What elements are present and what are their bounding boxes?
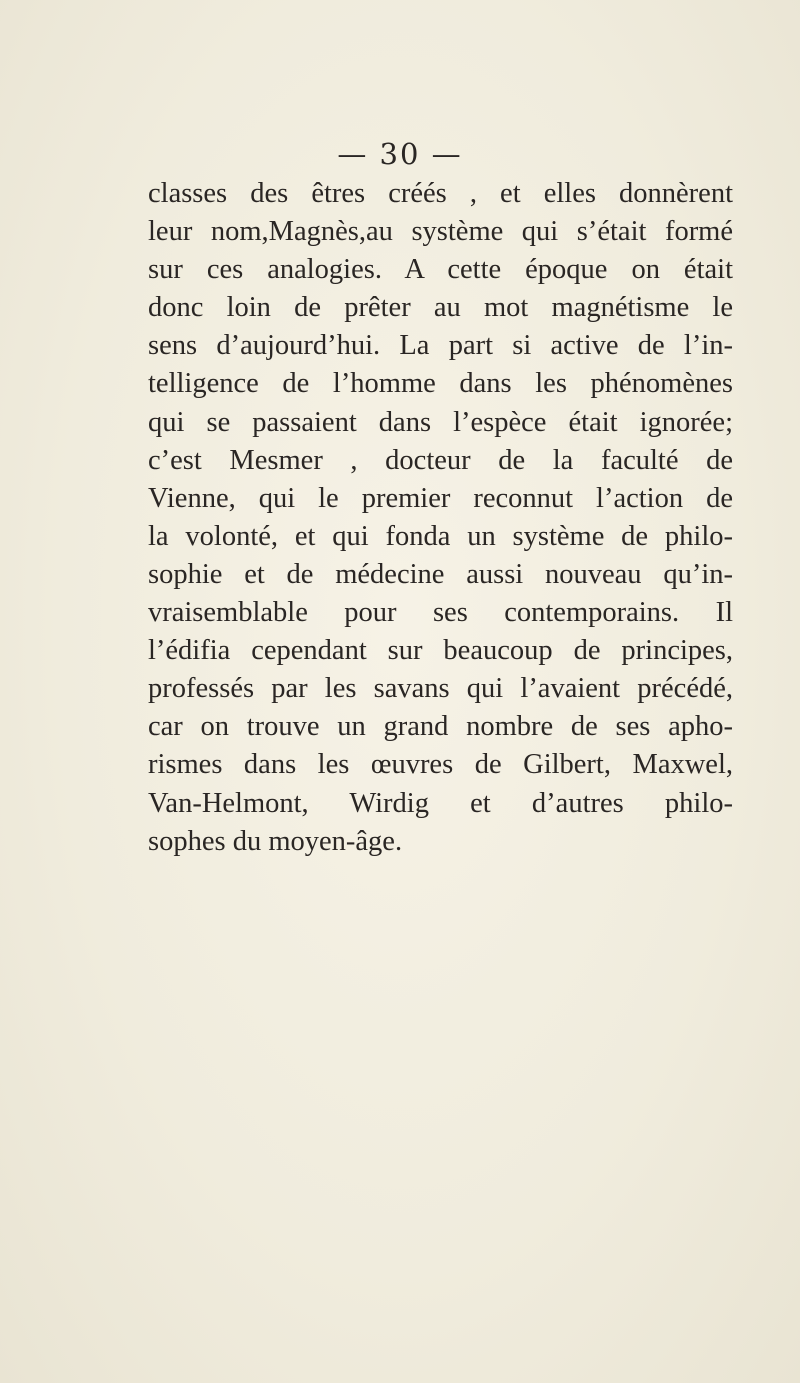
text-line: telligence de l’homme dans les phénomènes <box>148 368 733 400</box>
text-line: sur ces analogies. A cette époque on était <box>148 254 733 286</box>
text-line: vraisemblable pour ses contemporains. Il <box>148 597 733 629</box>
text-line-last: sophes du moyen-âge. <box>148 825 403 857</box>
page-number: — 30 — <box>337 137 463 171</box>
text-line: c’est Mesmer , docteur de la faculté de <box>148 444 733 476</box>
text-line: rismes dans les œuvres de Gilbert, Maxwel, <box>148 749 733 781</box>
text-line: qui se passaient dans l’espèce était ignorée; <box>148 406 733 438</box>
text-line: Vienne, qui le premier reconnut l’action de <box>148 482 733 514</box>
text-line: Van-Helmont, Wirdig et d’autres philo- <box>148 787 733 819</box>
text-line: classes des êtres créés , et elles donnèrent <box>148 178 733 209</box>
text-line: donc loin de prêter au mot magnétisme le <box>148 292 733 324</box>
text-line: sophie et de médecine aussi nouveau qu’in- <box>148 558 733 590</box>
text-line: la volonté, et qui fonda un système de philo- <box>148 520 733 552</box>
text-line: sens d’aujourd’hui. La part si active de l’in- <box>148 330 733 362</box>
text-line: l’édifia cependant sur beaucoup de principes, <box>148 635 733 667</box>
body-text <box>148 175 733 861</box>
text-line: professés par les savans qui l’avaient précédé, <box>148 673 733 705</box>
text-line: car on trouve un grand nombre de ses apho- <box>148 711 733 743</box>
text-line: leur nom,Magnès,au système qui s’était formé <box>148 216 733 248</box>
